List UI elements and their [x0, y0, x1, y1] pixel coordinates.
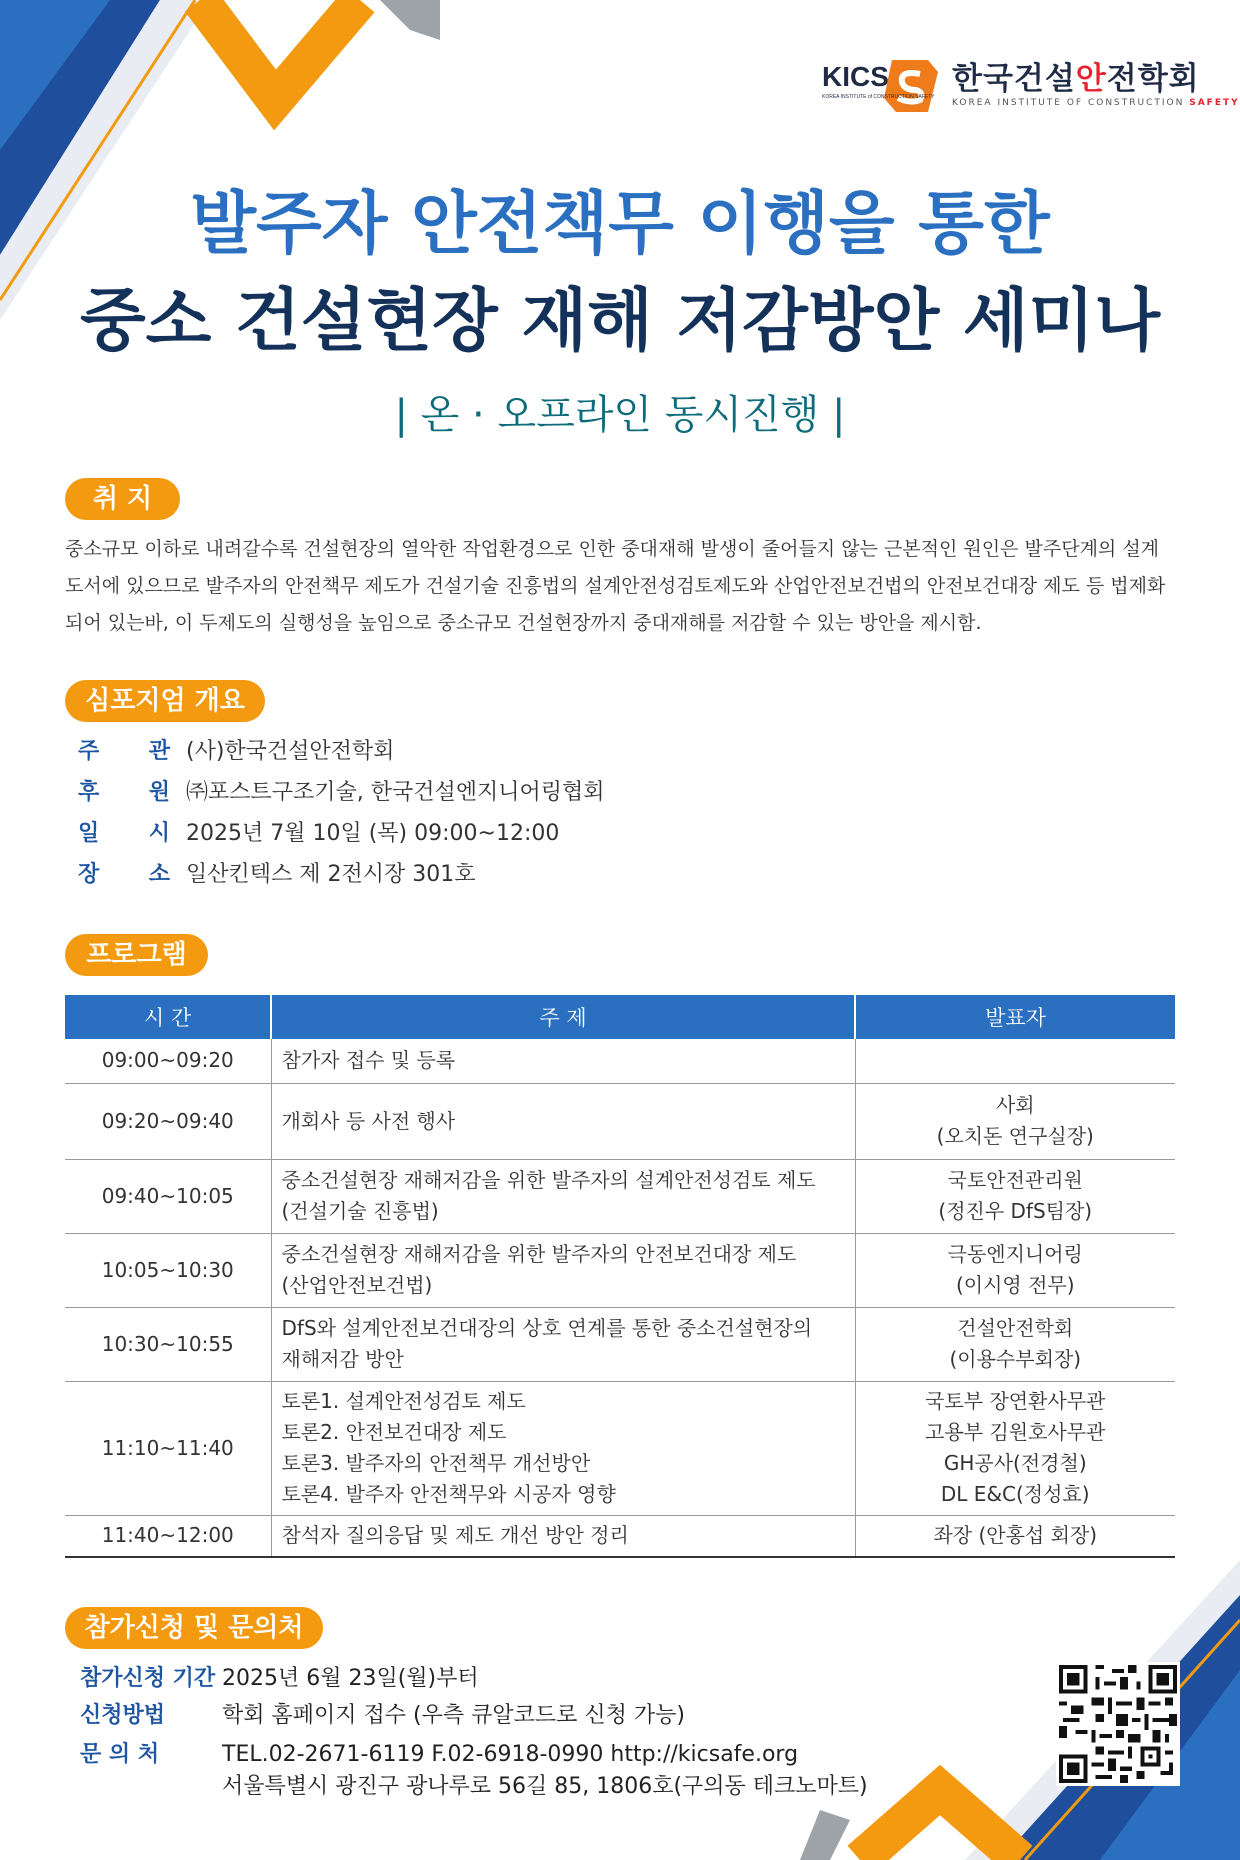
logo-name-english: KOREA INSTITUTE OF CONSTRUCTION SAFETY — [952, 98, 1240, 108]
contact-heading: 참가신청 및 문의처 — [65, 1607, 323, 1649]
table-row: 10:30~10:55 DfS와 설계안전보건대장의 상호 연계를 통한 중소건설현장의 재해저감 방안 건설안전학회 (이용수부회장) — [65, 1307, 1175, 1381]
qr-code-icon[interactable] — [1056, 1662, 1180, 1786]
title-line-1: 발주자 안전책무 이행을 통한 — [190, 185, 1050, 264]
table-row: 10:05~10:30 중소건설현장 재해저감을 위한 발주자의 안전보건대장 제도 (산업안전보건법) 극동엔지니어링 (이시영 전무) — [65, 1233, 1175, 1307]
purpose-heading: 취 지 — [65, 478, 180, 520]
table-row: 11:40~12:00 참석자 질의응답 및 제도 개선 방안 정리 좌장 (안홍섭 회장) — [65, 1515, 1175, 1557]
program-header-speaker: 발표자 — [855, 995, 1175, 1039]
program-header-topic: 주 제 — [271, 995, 855, 1039]
overview-host: 주 관 (사)한국건설안전학회 — [78, 739, 395, 764]
program-header-time: 시 간 — [65, 995, 271, 1039]
contact-method: 신청방법 학회 홈페이지 접수 (우측 큐알코드로 신청 가능) — [80, 1703, 685, 1728]
logo-name-korean: 한국건설안전학회 — [952, 61, 1200, 97]
overview-date: 일 시 2025년 7월 10일 (목) 09:00~12:00 — [78, 821, 560, 846]
logo-mark-text: KICS — [822, 61, 889, 92]
table-row: 09:00~09:20 참가자 접수 및 등록 — [65, 1039, 1175, 1083]
contact-inquiry: 문 의 처 TEL.02-2671-6119 F.02-6918-0990 http://kicsafe.org 서울특별시 광진구 광나루로 56길 85, 1806호(구의동 테크노마트) — [80, 1742, 868, 1799]
table-row: 09:20~09:40 개회사 등 사전 행사 사회 (오치돈 연구실장) — [65, 1083, 1175, 1159]
overview-venue: 장 소 일산킨텍스 제 2전시장 301호 — [78, 862, 476, 887]
program-heading: 프로그램 — [65, 934, 208, 976]
kics-logo — [820, 52, 1240, 118]
contact-period: 참가신청 기간 2025년 6월 23일(월)부터 — [80, 1666, 479, 1691]
purpose-text: 중소규모 이하로 내려갈수록 건설현장의 열악한 작업환경으로 인한 중대재해 발생이 줄어들지 않는 근본적인 원인은 발주단계의 설계도서에 있으므로 발주자의 안전책무 제도가 건설기술 진흥법의 설계안전성검토제도와 산업안전보건법의 안전보건대장 제도 등 법제화 되어 있는바, 이 두제도의 실행성을 높임으로 중소규모 건설현장까지 중대재해를 저감할 수 있는 방안을 제시함. — [65, 538, 1166, 634]
overview-sponsor: 후 원 ㈜포스트구조기술, 한국건설엔지니어링협회 — [78, 780, 605, 805]
table-row: 09:40~10:05 중소건설현장 재해저감을 위한 발주자의 설계안전성검토 제도 (건설기술 진흥법) 국토안전관리원 (정진우 DfS팀장) — [65, 1159, 1175, 1233]
title-line-2: 중소 건설현장 재해 저감방안 세미나 — [79, 282, 1161, 361]
logo-mark-sub: KOREA INSTITUTE of CONSTRUCTION SAFETY — [822, 94, 935, 100]
kics-mark-icon — [820, 52, 940, 118]
table-row: 11:10~11:40 토론1. 설계안전성검토 제도 토론2. 안전보건대장 제도 토론3. 발주자의 안전책무 개선방안 토론4. 발주자 안전책무와 시공자 영향 국토부 장연환사무관 고용부 김원호사무관 GH공사(전경철) DL E&C(정성효) — [65, 1381, 1175, 1515]
subtitle: | 온 · 오프라인 동시진행 | — [394, 392, 846, 438]
program-table — [65, 995, 1175, 1558]
overview-heading: 심포지엄 개요 — [65, 680, 265, 722]
